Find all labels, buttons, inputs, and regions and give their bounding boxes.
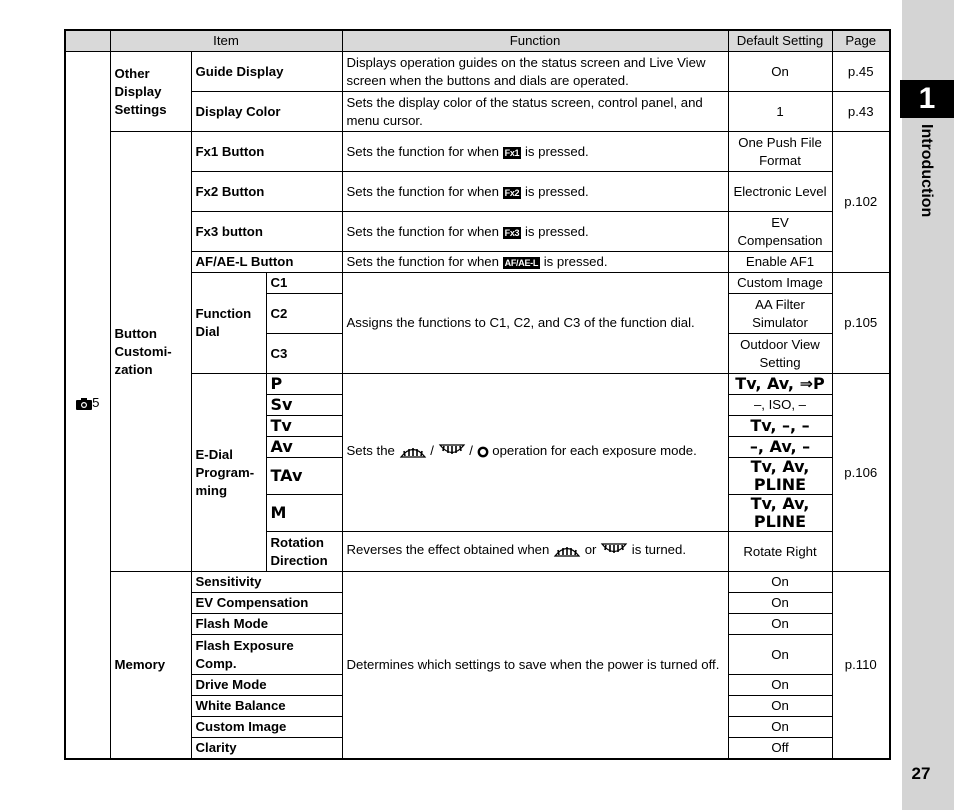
item-ev-compensation: EV Compensation [191,593,342,614]
function-text: Reverses the effect obtained when [346,542,550,557]
header-function: Function [342,30,728,52]
item-clarity: Clarity [191,738,342,759]
function-cell [342,172,728,212]
function-cell: Assigns the functions to C1, C2, and C3 of the function dial. [342,273,728,374]
default-cell: On [728,717,832,738]
fx2-button-icon: Fx2 [504,187,520,198]
item-fx1: Fx1 Button [191,132,342,172]
menu-tab-number: 5 [92,395,100,411]
mode-av: Av [266,437,342,458]
default-cell: On [728,593,832,614]
function-text: Sets the [346,443,395,458]
function-text: is pressed. [524,223,589,239]
page-cell: p.106 [832,374,890,572]
item-drive-mode: Drive Mode [191,675,342,696]
table-row [65,52,890,92]
front-dial-icon [553,543,581,562]
mode-tav: TAv [266,458,342,495]
function-text: is pressed. [543,254,608,269]
item-fx3: Fx3 button [191,212,342,252]
header-blank [65,30,110,52]
function-cell [342,132,728,172]
green-button-icon [477,445,489,463]
table-header [65,30,890,52]
fx1-button-icon: Fx1 [504,147,520,158]
default-cell: AA Filter Simulator [728,294,832,334]
group-memory: Memory [110,572,191,759]
sub-item-c1: C1 [266,273,342,294]
chapter-side-tab [902,0,954,810]
function-text: / [469,443,473,458]
page-cell: p.110 [832,572,890,759]
default-cell: –, Av, – [728,437,832,458]
function-text: Sets the function for when [346,223,499,239]
mode-m: M [266,495,342,532]
function-cell: Displays operation guides on the status screen and Live View screen when the buttons and dials are operated. [342,52,728,92]
function-text: / [430,443,434,458]
sub-item-c2: C2 [266,294,342,334]
default-cell: On [728,614,832,635]
page-number: 27 [911,764,931,783]
default-cell: Enable AF1 [728,252,832,273]
function-cell [342,532,728,572]
default-cell: One Push File Format [728,132,832,172]
mode-tv: Tv [266,416,342,437]
function-text: is turned. [631,542,687,557]
default-cell: Outdoor View Setting [728,334,832,374]
header-default: Default Setting [728,30,832,52]
chapter-number: 1 [900,80,954,118]
fx3-button-icon: Fx3 [504,227,520,238]
menu-tab-cell [65,52,110,759]
chapter-label: Introduction [918,124,935,218]
item-guide-display: Guide Display [191,52,342,92]
page-cell: p.102 [832,132,890,273]
item-flash-exposure-comp: Flash Exposure Comp. [191,635,342,675]
item-white-balance: White Balance [191,696,342,717]
af-ae-l-button-icon: AF/AE-L [504,258,539,268]
item-display-color: Display Color [191,92,342,132]
function-cell: Determines which settings to save when the power is turned off. [342,572,728,759]
item-af-ae-l: AF/AE-L Button [191,252,342,273]
item-sensitivity: Sensitivity [191,572,342,593]
default-cell: Custom Image [728,273,832,294]
rear-dial-icon [600,543,628,562]
table-row [65,132,890,172]
default-cell: Tv, Av, ⇒P [728,374,832,395]
function-text: or [584,542,597,557]
default-cell: EV Compensation [728,212,832,252]
item-custom-image: Custom Image [191,717,342,738]
mode-p: P [266,374,342,395]
header-page: Page [832,30,890,52]
item-flash-mode: Flash Mode [191,614,342,635]
rear-dial-icon [438,444,466,463]
default-cell: On [728,696,832,717]
sub-item-rotation: Rotation Direction [266,532,342,572]
function-cell: Sets the display color of the status screen, control panel, and menu cursor. [342,92,728,132]
default-cell: On [728,52,832,92]
function-text: is pressed. [524,183,589,199]
item-e-dial: E-Dial Program-ming [191,374,266,572]
default-cell: Electronic Level [728,172,832,212]
header-item: Item [110,30,342,52]
function-text: Sets the function for when [346,143,499,159]
settings-table [64,29,891,760]
default-cell: 1 [728,92,832,132]
group-button-customization: Button Customi-zation [110,132,191,572]
mode-sv: Sv [266,395,342,416]
default-cell: Tv, –, – [728,416,832,437]
function-text: Sets the function for when [346,254,499,269]
function-text: is pressed. [524,143,589,159]
camera-icon [76,397,92,415]
page-cell: p.105 [832,273,890,374]
table-row [65,572,890,593]
default-cell: On [728,675,832,696]
default-cell: Off [728,738,832,759]
default-cell: Rotate Right [728,532,832,572]
function-cell [342,212,728,252]
default-cell: On [728,635,832,675]
sub-item-c3: C3 [266,334,342,374]
item-fx2: Fx2 Button [191,172,342,212]
function-cell [342,374,728,532]
front-dial-icon [399,444,427,463]
default-cell: Tv, Av, PLINE [728,458,832,495]
default-cell: Tv, Av, PLINE [728,495,832,532]
page-cell: p.45 [832,52,890,92]
function-text: Sets the function for when [346,183,499,199]
page-cell: p.43 [832,92,890,132]
group-other-display: Other Display Settings [110,52,191,132]
function-text: operation for each exposure mode. [492,443,697,458]
default-cell: On [728,572,832,593]
function-cell [342,252,728,273]
item-function-dial: Function Dial [191,273,266,374]
default-cell: –, ISO, – [728,395,832,416]
